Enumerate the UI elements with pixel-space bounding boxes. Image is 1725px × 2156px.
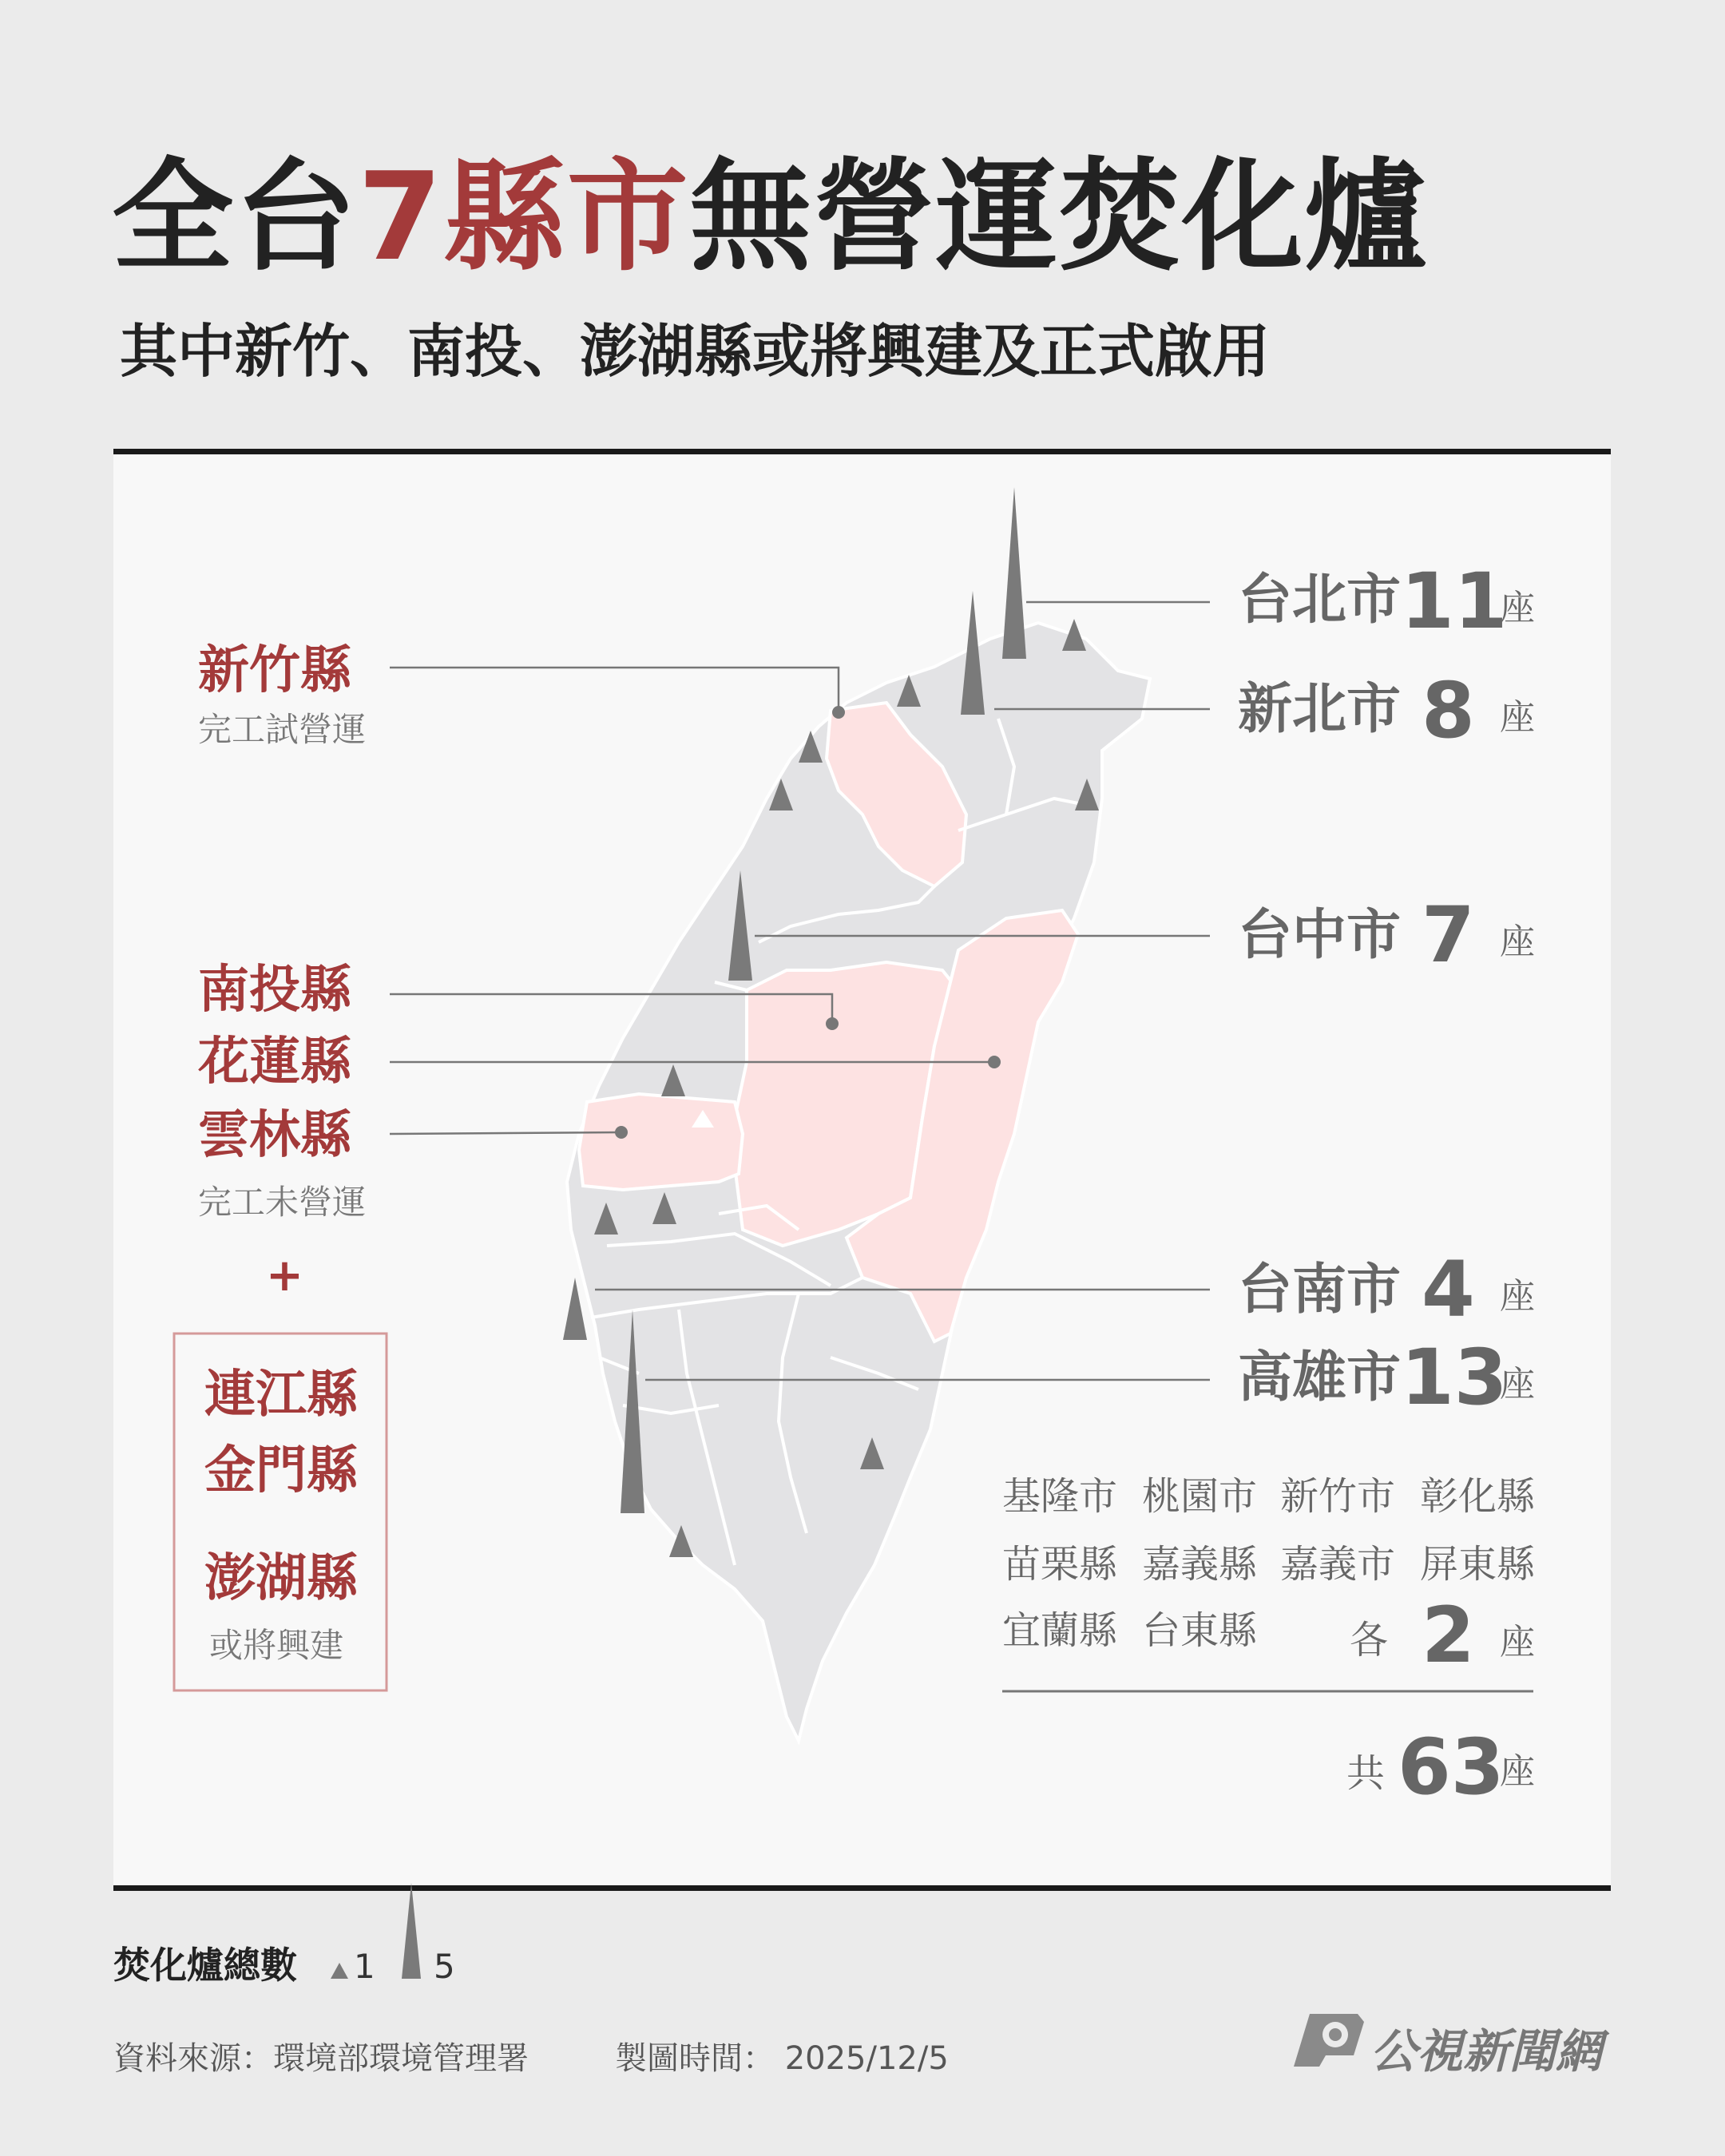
label-tainan: 台南市 [1238, 1258, 1402, 1322]
label-pingtung: 屏東縣 [1420, 1542, 1536, 1587]
title-prefix: 全台 [112, 146, 358, 287]
label-taichung: 台中市 [1238, 904, 1402, 967]
label-each: 各 [1350, 1618, 1389, 1663]
legend-spike-small [331, 1963, 348, 1979]
status-penghu: 或將興建 [209, 1626, 344, 1665]
unit-kaohsiung: 座 [1500, 1364, 1535, 1405]
label-chiayi-county: 嘉義縣 [1142, 1542, 1258, 1587]
label-lienchiang: 連江縣 [204, 1365, 358, 1425]
pts-logo-icon [1294, 2014, 1364, 2067]
label-taitung: 台東縣 [1142, 1608, 1258, 1653]
page-subtitle: 其中新竹、南投、澎湖縣或將興建及正式啟用 [120, 318, 1271, 385]
spike-tainan [563, 1278, 587, 1340]
unit-tainan: 座 [1500, 1276, 1535, 1317]
count-new-taipei: 8 [1422, 666, 1475, 755]
label-chiayi-city: 嘉義市 [1280, 1542, 1396, 1587]
count-kaohsiung: 13 [1401, 1333, 1508, 1422]
count-taipei: 11 [1401, 557, 1508, 646]
label-miaoli: 苗栗縣 [1002, 1542, 1118, 1587]
label-taoyuan: 桃園市 [1142, 1474, 1258, 1519]
unit-new-taipei: 座 [1500, 697, 1535, 738]
label-kinmen: 金門縣 [204, 1441, 358, 1500]
footer-time: 製圖時間： 2025/12/5 [615, 2040, 949, 2077]
status-yunlin: 完工未營運 [198, 1183, 367, 1222]
label-nantou: 南投縣 [198, 961, 351, 1020]
yunlin-county-shape [579, 1094, 743, 1190]
title-suffix: 無營運焚化爐 [689, 146, 1428, 287]
legend-large-value: 5 [434, 1947, 455, 1986]
unit-total: 座 [1500, 1751, 1535, 1792]
footer-source: 資料來源：環境部環境管理署 [113, 2040, 529, 2077]
unit-taipei: 座 [1500, 588, 1535, 628]
pts-logo-text: 公視新聞網 [1370, 2024, 1603, 2079]
count-total: 63 [1398, 1722, 1505, 1812]
legend-spike-large [402, 1883, 421, 1979]
plus-sign: + [266, 1250, 303, 1302]
count-taichung: 7 [1422, 890, 1475, 980]
label-yunlin: 雲林縣 [198, 1106, 351, 1165]
count-tainan: 4 [1422, 1245, 1475, 1334]
label-total: 共 [1346, 1751, 1386, 1796]
label-taipei: 台北市 [1238, 569, 1402, 632]
unit-each: 座 [1500, 1622, 1535, 1663]
label-changhua: 彰化縣 [1420, 1474, 1536, 1519]
spike-taipei [1002, 487, 1026, 659]
label-hsinchu-city: 新竹市 [1280, 1474, 1396, 1519]
legend-small-value: 1 [354, 1947, 375, 1986]
label-kaohsiung: 高雄市 [1238, 1346, 1402, 1409]
label-hualien: 花蓮縣 [198, 1032, 351, 1092]
count-each: 2 [1422, 1591, 1475, 1680]
status-hsinchu-county: 完工試營運 [198, 710, 367, 749]
unit-taichung: 座 [1500, 921, 1535, 962]
label-penghu: 澎湖縣 [204, 1549, 358, 1608]
label-keelung: 基隆市 [1002, 1474, 1118, 1519]
title-highlight: 7縣市 [358, 146, 690, 287]
label-yilan: 宜蘭縣 [1002, 1608, 1118, 1653]
label-new-taipei: 新北市 [1238, 678, 1402, 741]
legend-title: 焚化爐總數 [113, 1944, 297, 1987]
label-hsinchu-county: 新竹縣 [198, 641, 351, 700]
